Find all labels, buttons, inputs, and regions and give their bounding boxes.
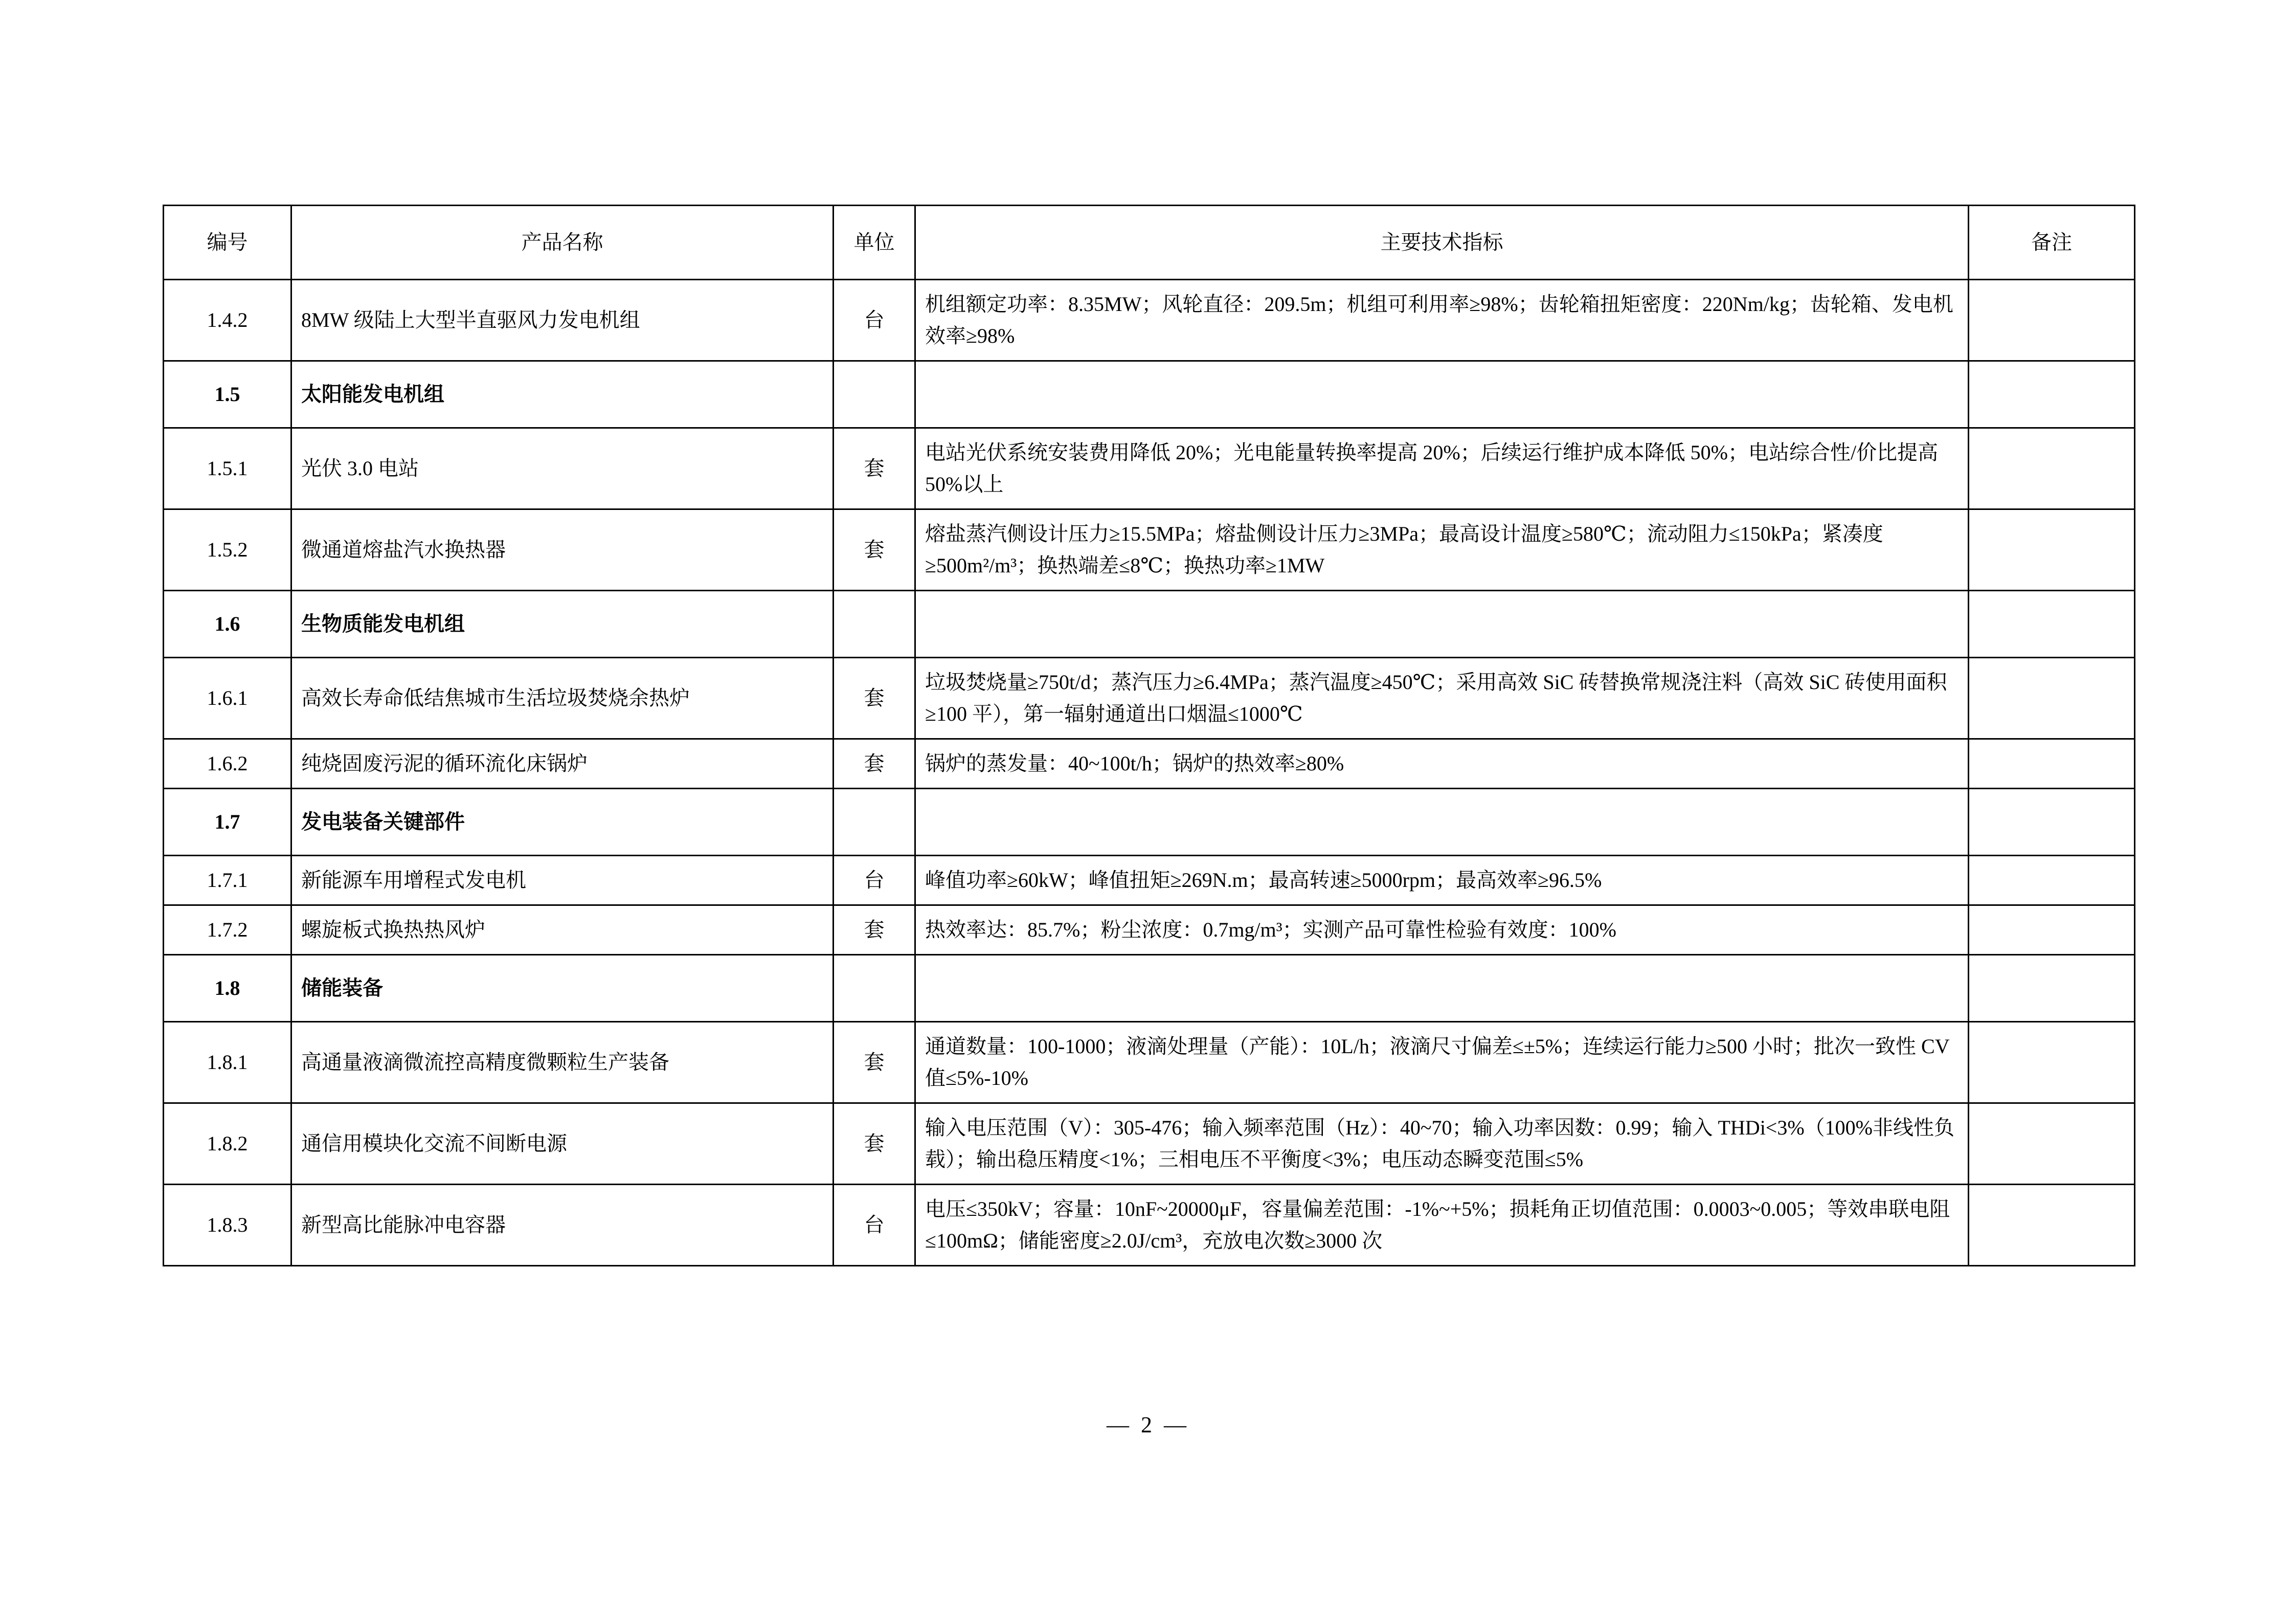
cell-product-name: 太阳能发电机组	[291, 361, 834, 428]
cell-product-name: 纯烧固废污泥的循环流化床锅炉	[291, 739, 834, 789]
cell-no: 1.5.1	[164, 428, 291, 509]
cell-product-name: 新型高比能脉冲电容器	[291, 1185, 834, 1266]
cell-product-name: 发电装备关键部件	[291, 789, 834, 856]
cell-unit: 台	[834, 280, 915, 361]
header-cell-unit: 单位	[834, 206, 915, 280]
cell-spec: 电站光伏系统安装费用降低 20%；光电能量转换率提高 20%；后续运行维护成本降低 50%；电站综合性/价比提高 50%以上	[915, 428, 1969, 509]
cell-spec	[915, 789, 1969, 856]
table-row	[164, 428, 2135, 509]
table-row	[164, 905, 2135, 955]
cell-remark	[1969, 789, 2135, 856]
cell-spec: 垃圾焚烧量≥750t/d；蒸汽压力≥6.4MPa；蒸汽温度≥450℃；采用高效 SiC 砖替换常规浇注料（高效 SiC 砖使用面积≥100 平），第一辐射通道出口烟温≤1000℃	[915, 658, 1969, 739]
table-row	[164, 658, 2135, 739]
table-row	[164, 280, 2135, 361]
cell-no: 1.8.1	[164, 1022, 291, 1103]
cell-product-name: 通信用模块化交流不间断电源	[291, 1103, 834, 1185]
cell-product-name: 8MW 级陆上大型半直驱风力发电机组	[291, 280, 834, 361]
cell-product-name: 生物质能发电机组	[291, 591, 834, 658]
cell-spec: 锅炉的蒸发量：40~100t/h；锅炉的热效率≥80%	[915, 739, 1969, 789]
cell-no: 1.4.2	[164, 280, 291, 361]
cell-spec	[915, 955, 1969, 1022]
cell-no: 1.8.2	[164, 1103, 291, 1185]
cell-product-name: 螺旋板式换热热风炉	[291, 905, 834, 955]
cell-spec: 热效率达：85.7%；粉尘浓度：0.7mg/m³；实测产品可靠性检验有效度：100%	[915, 905, 1969, 955]
table-row	[164, 856, 2135, 905]
cell-no: 1.6	[164, 591, 291, 658]
cell-spec: 峰值功率≥60kW；峰值扭矩≥269N.m；最高转速≥5000rpm；最高效率≥96.5%	[915, 856, 1969, 905]
cell-no: 1.6.1	[164, 658, 291, 739]
cell-unit: 套	[834, 1022, 915, 1103]
cell-spec	[915, 361, 1969, 428]
table-row	[164, 1103, 2135, 1185]
cell-remark	[1969, 955, 2135, 1022]
header-cell-remark: 备注	[1969, 206, 2135, 280]
cell-product-name: 高效长寿命低结焦城市生活垃圾焚烧余热炉	[291, 658, 834, 739]
cell-unit	[834, 591, 915, 658]
cell-spec: 通道数量：100-1000；液滴处理量（产能）：10L/h；液滴尺寸偏差≤±5%；连续运行能力≥500 小时；批次一致性 CV 值≤5%-10%	[915, 1022, 1969, 1103]
product-spec-table	[163, 205, 2135, 1266]
cell-remark	[1969, 1022, 2135, 1103]
table-group-row	[164, 591, 2135, 658]
cell-unit	[834, 789, 915, 856]
cell-spec: 机组额定功率：8.35MW；风轮直径：209.5m；机组可利用率≥98%；齿轮箱扭矩密度：220Nm/kg；齿轮箱、发电机效率≥98%	[915, 280, 1969, 361]
cell-unit: 套	[834, 1103, 915, 1185]
cell-product-name: 高通量液滴微流控高精度微颗粒生产装备	[291, 1022, 834, 1103]
cell-unit: 台	[834, 1185, 915, 1266]
cell-remark	[1969, 658, 2135, 739]
cell-no: 1.5	[164, 361, 291, 428]
cell-remark	[1969, 591, 2135, 658]
cell-remark	[1969, 856, 2135, 905]
cell-spec: 电压≤350kV；容量：10nF~20000μF，容量偏差范围：-1%~+5%；损耗角正切值范围：0.0003~0.005；等效串联电阻≤100mΩ；储能密度≥2.0J/cm³，充放电次数≥3000 次	[915, 1185, 1969, 1266]
cell-no: 1.6.2	[164, 739, 291, 789]
cell-product-name: 储能装备	[291, 955, 834, 1022]
cell-spec: 熔盐蒸汽侧设计压力≥15.5MPa；熔盐侧设计压力≥3MPa；最高设计温度≥580℃；流动阻力≤150kPa；紧凑度≥500m²/m³；换热端差≤8℃；换热功率≥1MW	[915, 509, 1969, 591]
cell-no: 1.7	[164, 789, 291, 856]
table-header-row	[164, 206, 2135, 280]
cell-remark	[1969, 428, 2135, 509]
cell-no: 1.5.2	[164, 509, 291, 591]
cell-unit	[834, 955, 915, 1022]
cell-unit: 套	[834, 509, 915, 591]
cell-no: 1.7.2	[164, 905, 291, 955]
header-cell-spec: 主要技术指标	[915, 206, 1969, 280]
cell-unit: 套	[834, 428, 915, 509]
page-number: — 2 —	[1107, 1412, 1189, 1437]
cell-remark	[1969, 280, 2135, 361]
product-spec-table-wrapper	[163, 205, 2134, 1266]
table-row	[164, 1185, 2135, 1266]
cell-no: 1.8.3	[164, 1185, 291, 1266]
header-cell-no: 编号	[164, 206, 291, 280]
cell-spec	[915, 591, 1969, 658]
cell-unit	[834, 361, 915, 428]
table-group-row	[164, 789, 2135, 856]
table-group-row	[164, 361, 2135, 428]
table-row	[164, 509, 2135, 591]
cell-unit: 套	[834, 905, 915, 955]
table-row	[164, 1022, 2135, 1103]
cell-remark	[1969, 905, 2135, 955]
cell-spec: 输入电压范围（V）：305-476；输入频率范围（Hz）：40~70；输入功率因数：0.99；输入 THDi<3%（100%非线性负载）；输出稳压精度<1%；三相电压不平衡度<3%；电压动态瞬变范围≤5%	[915, 1103, 1969, 1185]
cell-remark	[1969, 509, 2135, 591]
cell-remark	[1969, 739, 2135, 789]
cell-product-name: 新能源车用增程式发电机	[291, 856, 834, 905]
cell-product-name: 微通道熔盐汽水换热器	[291, 509, 834, 591]
cell-no: 1.8	[164, 955, 291, 1022]
cell-no: 1.7.1	[164, 856, 291, 905]
cell-unit: 台	[834, 856, 915, 905]
table-group-row	[164, 955, 2135, 1022]
cell-remark	[1969, 1103, 2135, 1185]
header-cell-name: 产品名称	[291, 206, 834, 280]
cell-unit: 套	[834, 739, 915, 789]
table-row	[164, 739, 2135, 789]
cell-product-name: 光伏 3.0 电站	[291, 428, 834, 509]
cell-unit: 套	[834, 658, 915, 739]
cell-remark	[1969, 1185, 2135, 1266]
cell-remark	[1969, 361, 2135, 428]
